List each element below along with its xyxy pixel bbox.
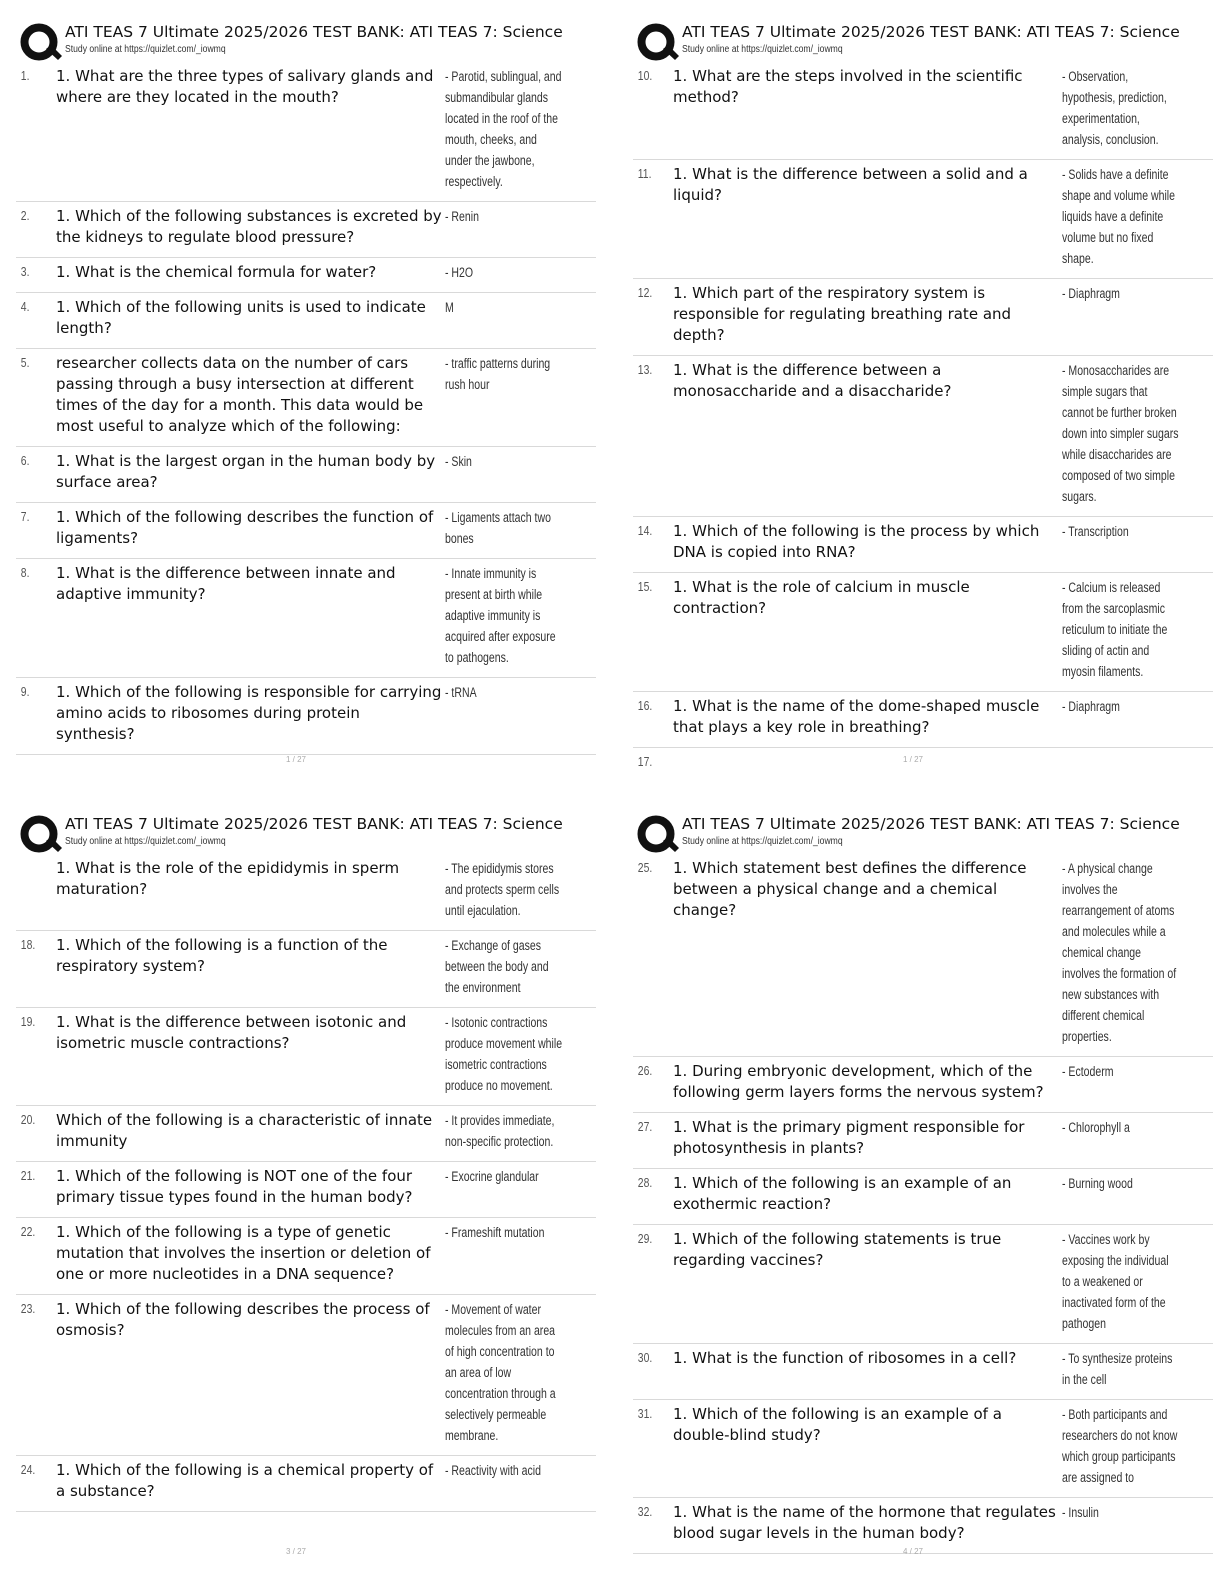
document-page-3 (16, 810, 596, 1570)
question-list (16, 62, 596, 755)
question-number: 24. (20, 1462, 36, 1477)
answer-text: - Movement of water molecules from an area of high concentration to an area of low concentration through a selectively permeable membrane. (445, 1302, 556, 1443)
question-text: 1. What is the chemical formula for water? (56, 263, 377, 281)
question-number: 3. (20, 264, 30, 279)
question-number: 11. (637, 166, 652, 181)
page-title: ATI TEAS 7 Ultimate 2025/2026 TEST BANK: ATI TEAS 7: Science (65, 815, 563, 833)
question-text: 1. What is the name of the hormone that regulates blood sugar levels in the human body? (673, 1503, 1056, 1542)
question-number: 7. (20, 509, 30, 524)
question-text: 1. Which of the following units is used to indicate length? (56, 298, 426, 337)
question-row (633, 854, 1213, 1057)
question-row (633, 160, 1213, 279)
document-page-1 (16, 18, 596, 778)
answer-text: - Burning wood (1062, 1176, 1133, 1191)
answer-text: - traffic patterns during rush hour (445, 356, 551, 392)
question-number: 25. (637, 860, 653, 875)
question-number: 15. (637, 579, 653, 594)
answer-text: - Exocrine glandular (445, 1169, 539, 1184)
answer-text: - Ectoderm (1062, 1064, 1114, 1079)
question-number: 2. (20, 208, 30, 223)
question-text: 1. Which of the following is responsible for carrying amino acids to ribosomes during protein synthesis? (56, 683, 442, 743)
question-row (16, 447, 596, 503)
question-text: 1. What is the difference between isotonic and isometric muscle contractions? (56, 1013, 407, 1052)
question-text: 1. Which of the following describes the function of ligaments? (56, 508, 434, 547)
question-row (633, 1169, 1213, 1225)
question-row (633, 748, 1213, 785)
question-text: 1. Which of the following is NOT one of the four primary tissue types found in the human body? (56, 1167, 413, 1206)
question-row (16, 202, 596, 258)
answer-text: - A physical change involves the rearrangement of atoms and molecules while a chemical change involves the formation of new substances with different chemical properties. (1062, 861, 1177, 1044)
answer-text: - Monosaccharides are simple sugars that cannot be further broken down into simpler sugars while disaccharides are composed of two simple sugars. (1062, 363, 1179, 504)
question-text: 1. What is the function of ribosomes in a cell? (673, 1349, 1017, 1367)
document-page-4 (633, 810, 1213, 1570)
question-text: 1. Which of the following is a chemical property of a substance? (56, 1461, 434, 1500)
question-row (633, 356, 1213, 517)
answer-text: - Frameshift mutation (445, 1225, 545, 1240)
question-row (633, 1400, 1213, 1498)
question-text: 1. Which of the following is a type of genetic mutation that involves the insertion or deletion of one or more nucleotides in a DNA sequence? (56, 1223, 431, 1283)
question-number: 31. (637, 1406, 653, 1421)
page-title: ATI TEAS 7 Ultimate 2025/2026 TEST BANK: ATI TEAS 7: Science (682, 23, 1180, 41)
answer-text: - tRNA (445, 685, 477, 700)
answer-text: - H2O (445, 265, 474, 280)
question-number: 29. (637, 1231, 653, 1246)
question-number: 18. (20, 937, 36, 952)
question-row (633, 1057, 1213, 1113)
question-number: 22. (20, 1224, 36, 1239)
document-page-2 (633, 18, 1213, 778)
question-text: 1. What are the three types of salivary glands and where are they located in the mouth? (56, 67, 434, 106)
question-row (16, 1295, 596, 1456)
question-number: 27. (637, 1119, 653, 1134)
answer-text: - Calcium is released from the sarcoplasmic reticulum to initiate the sliding of actin and myosin filaments. (1062, 580, 1168, 679)
answer-text: - Reactivity with acid (445, 1463, 541, 1478)
quizlet-logo-icon (635, 814, 681, 854)
answer-text: - Transcription (1062, 524, 1129, 539)
answer-text: - Chlorophyll a (1062, 1120, 1130, 1135)
question-number: 14. (637, 523, 653, 538)
question-text: 1. Which of the following is an example of a double-blind study? (673, 1405, 1002, 1444)
question-row (633, 1498, 1213, 1554)
answer-text: - Innate immunity is present at birth while adaptive immunity is acquired after exposure to pathogens. (445, 566, 556, 665)
question-row (16, 931, 596, 1008)
question-text: 1. What is the name of the dome-shaped muscle that plays a key role in breathing? (673, 697, 1040, 736)
answer-text: - Ligaments attach two bones (445, 510, 551, 546)
question-number: 4. (20, 299, 30, 314)
answer-text: - Observation, hypothesis, prediction, experimentation, analysis, conclusion. (1062, 69, 1167, 147)
question-row (16, 258, 596, 293)
answer-text: - Vaccines work by exposing the individual to a weakened or inactivated form of the pathogen (1062, 1232, 1169, 1331)
question-row (633, 1225, 1213, 1344)
question-number: 9. (20, 684, 30, 699)
question-number: 20. (20, 1112, 36, 1127)
answer-text: - The epididymis stores and protects sperm cells until ejaculation. (445, 861, 560, 918)
question-number: 12. (637, 285, 653, 300)
answer-text: - Skin (445, 454, 472, 469)
question-text: 1. What is the role of the epididymis in sperm maturation? (56, 859, 400, 898)
question-number: 10. (637, 68, 653, 83)
answer-text: - Exchange of gases between the body and the environment (445, 938, 549, 995)
answer-text: - Insulin (1062, 1505, 1099, 1520)
answer-text: - Both participants and researchers do not know which group participants are assigned to (1062, 1407, 1178, 1485)
answer-text: - Diaphragm (1062, 699, 1120, 714)
question-row (16, 854, 596, 931)
study-online-link[interactable]: Study online at https://quizlet.com/_iowmq (65, 44, 226, 55)
page-title: ATI TEAS 7 Ultimate 2025/2026 TEST BANK: ATI TEAS 7: Science (65, 23, 563, 41)
question-row (16, 503, 596, 559)
question-text: 1. During embryonic development, which of the following germ layers forms the nervous system? (673, 1062, 1044, 1101)
question-number: 16. (637, 698, 653, 713)
question-row (16, 349, 596, 447)
question-row (16, 293, 596, 349)
question-text: 1. What is the role of calcium in muscle contraction? (673, 578, 970, 617)
page-header (16, 18, 596, 62)
question-text: Which of the following is a characteristic of innate immunity (56, 1111, 433, 1150)
question-row (16, 678, 596, 755)
question-text: 1. What is the difference between a monosaccharide and a disaccharide? (673, 361, 952, 400)
question-number (16, 858, 48, 921)
question-row (633, 279, 1213, 356)
answer-text: M (445, 300, 454, 315)
answer-text: - It provides immediate, non-specific protection. (445, 1113, 555, 1149)
question-row (16, 559, 596, 678)
page-title: ATI TEAS 7 Ultimate 2025/2026 TEST BANK: ATI TEAS 7: Science (682, 815, 1180, 833)
study-online-link[interactable]: Study online at https://quizlet.com/_iowmq (682, 836, 843, 847)
answer-text: - To synthesize proteins in the cell (1062, 1351, 1173, 1387)
page-number: 4 / 27 (902, 1547, 923, 1556)
study-online-link[interactable]: Study online at https://quizlet.com/_iowmq (65, 836, 226, 847)
question-row (16, 1162, 596, 1218)
answer-text: - Isotonic contractions produce movement while isometric contractions produce no movement. (445, 1015, 563, 1093)
question-text: 1. What is the primary pigment responsible for photosynthesis in plants? (673, 1118, 1025, 1157)
question-number: 6. (20, 453, 30, 468)
answer-text: - Parotid, sublingual, and submandibular glands located in the roof of the mouth, cheeks, and under the jawbone, respectively. (445, 69, 562, 189)
question-number: 30. (637, 1350, 653, 1365)
answer-text: - Diaphragm (1062, 286, 1120, 301)
question-text: 1. Which of the following describes the process of osmosis? (56, 1300, 430, 1339)
question-list (16, 854, 596, 1512)
question-text: 1. Which of the following substances is excreted by the kidneys to regulate blood pressure? (56, 207, 442, 246)
question-list (633, 62, 1213, 785)
question-number: 32. (637, 1504, 653, 1519)
question-number: 23. (20, 1301, 36, 1316)
question-list (633, 854, 1213, 1554)
question-row (16, 1106, 596, 1162)
question-row (633, 517, 1213, 573)
question-number: 13. (637, 362, 653, 377)
quizlet-logo-icon (18, 22, 64, 62)
page-number: 3 / 27 (285, 1547, 306, 1556)
question-row (633, 573, 1213, 692)
question-row (16, 62, 596, 202)
page-header (633, 18, 1213, 62)
answer-text: - Solids have a definite shape and volume while liquids have a definite volume but no fixed shape. (1062, 167, 1175, 266)
question-row (16, 1008, 596, 1106)
question-number: 21. (20, 1168, 36, 1183)
study-online-link[interactable]: Study online at https://quizlet.com/_iowmq (682, 44, 843, 55)
question-text: 1. What is the difference between a solid and a liquid? (673, 165, 1028, 204)
question-number: 1. (20, 68, 30, 83)
question-text: 1. What is the largest organ in the human body by surface area? (56, 452, 436, 491)
question-number: 28. (637, 1175, 653, 1190)
quizlet-logo-icon (18, 814, 64, 854)
question-row (633, 1344, 1213, 1400)
question-text: 1. Which of the following is an example of an exothermic reaction? (673, 1174, 1012, 1213)
page-header (16, 810, 596, 854)
page-header (633, 810, 1213, 854)
answer-text: - Renin (445, 209, 479, 224)
question-number: 19. (20, 1014, 36, 1029)
question-number: 17. (637, 754, 653, 769)
question-text: 1. What is the difference between innate and adaptive immunity? (56, 564, 396, 603)
question-number: 26. (637, 1063, 653, 1078)
question-number: 8. (20, 565, 30, 580)
question-row (633, 692, 1213, 748)
question-number: 5. (20, 355, 30, 370)
question-text: 1. Which of the following is the process by which DNA is copied into RNA? (673, 522, 1040, 561)
question-text: 1. Which of the following is a function of the respiratory system? (56, 936, 388, 975)
question-row (16, 1456, 596, 1512)
question-text: 1. Which part of the respiratory system is responsible for regulating breathing rate and depth? (673, 284, 1012, 344)
question-row (633, 62, 1213, 160)
question-row (16, 1218, 596, 1295)
question-text: 1. Which statement best defines the difference between a physical change and a chemical change? (673, 859, 1027, 919)
question-text: 1. What are the steps involved in the scientific method? (673, 67, 1023, 106)
question-text: researcher collects data on the number of cars passing through a busy intersection at different times of the day for a month. This data would be most useful to analyze which of the following: (56, 354, 424, 435)
page-number: 1 / 27 (285, 755, 306, 764)
page-number: 1 / 27 (902, 755, 923, 764)
quizlet-logo-icon (635, 22, 681, 62)
question-row (633, 1113, 1213, 1169)
question-text: 1. Which of the following statements is true regarding vaccines? (673, 1230, 1002, 1269)
